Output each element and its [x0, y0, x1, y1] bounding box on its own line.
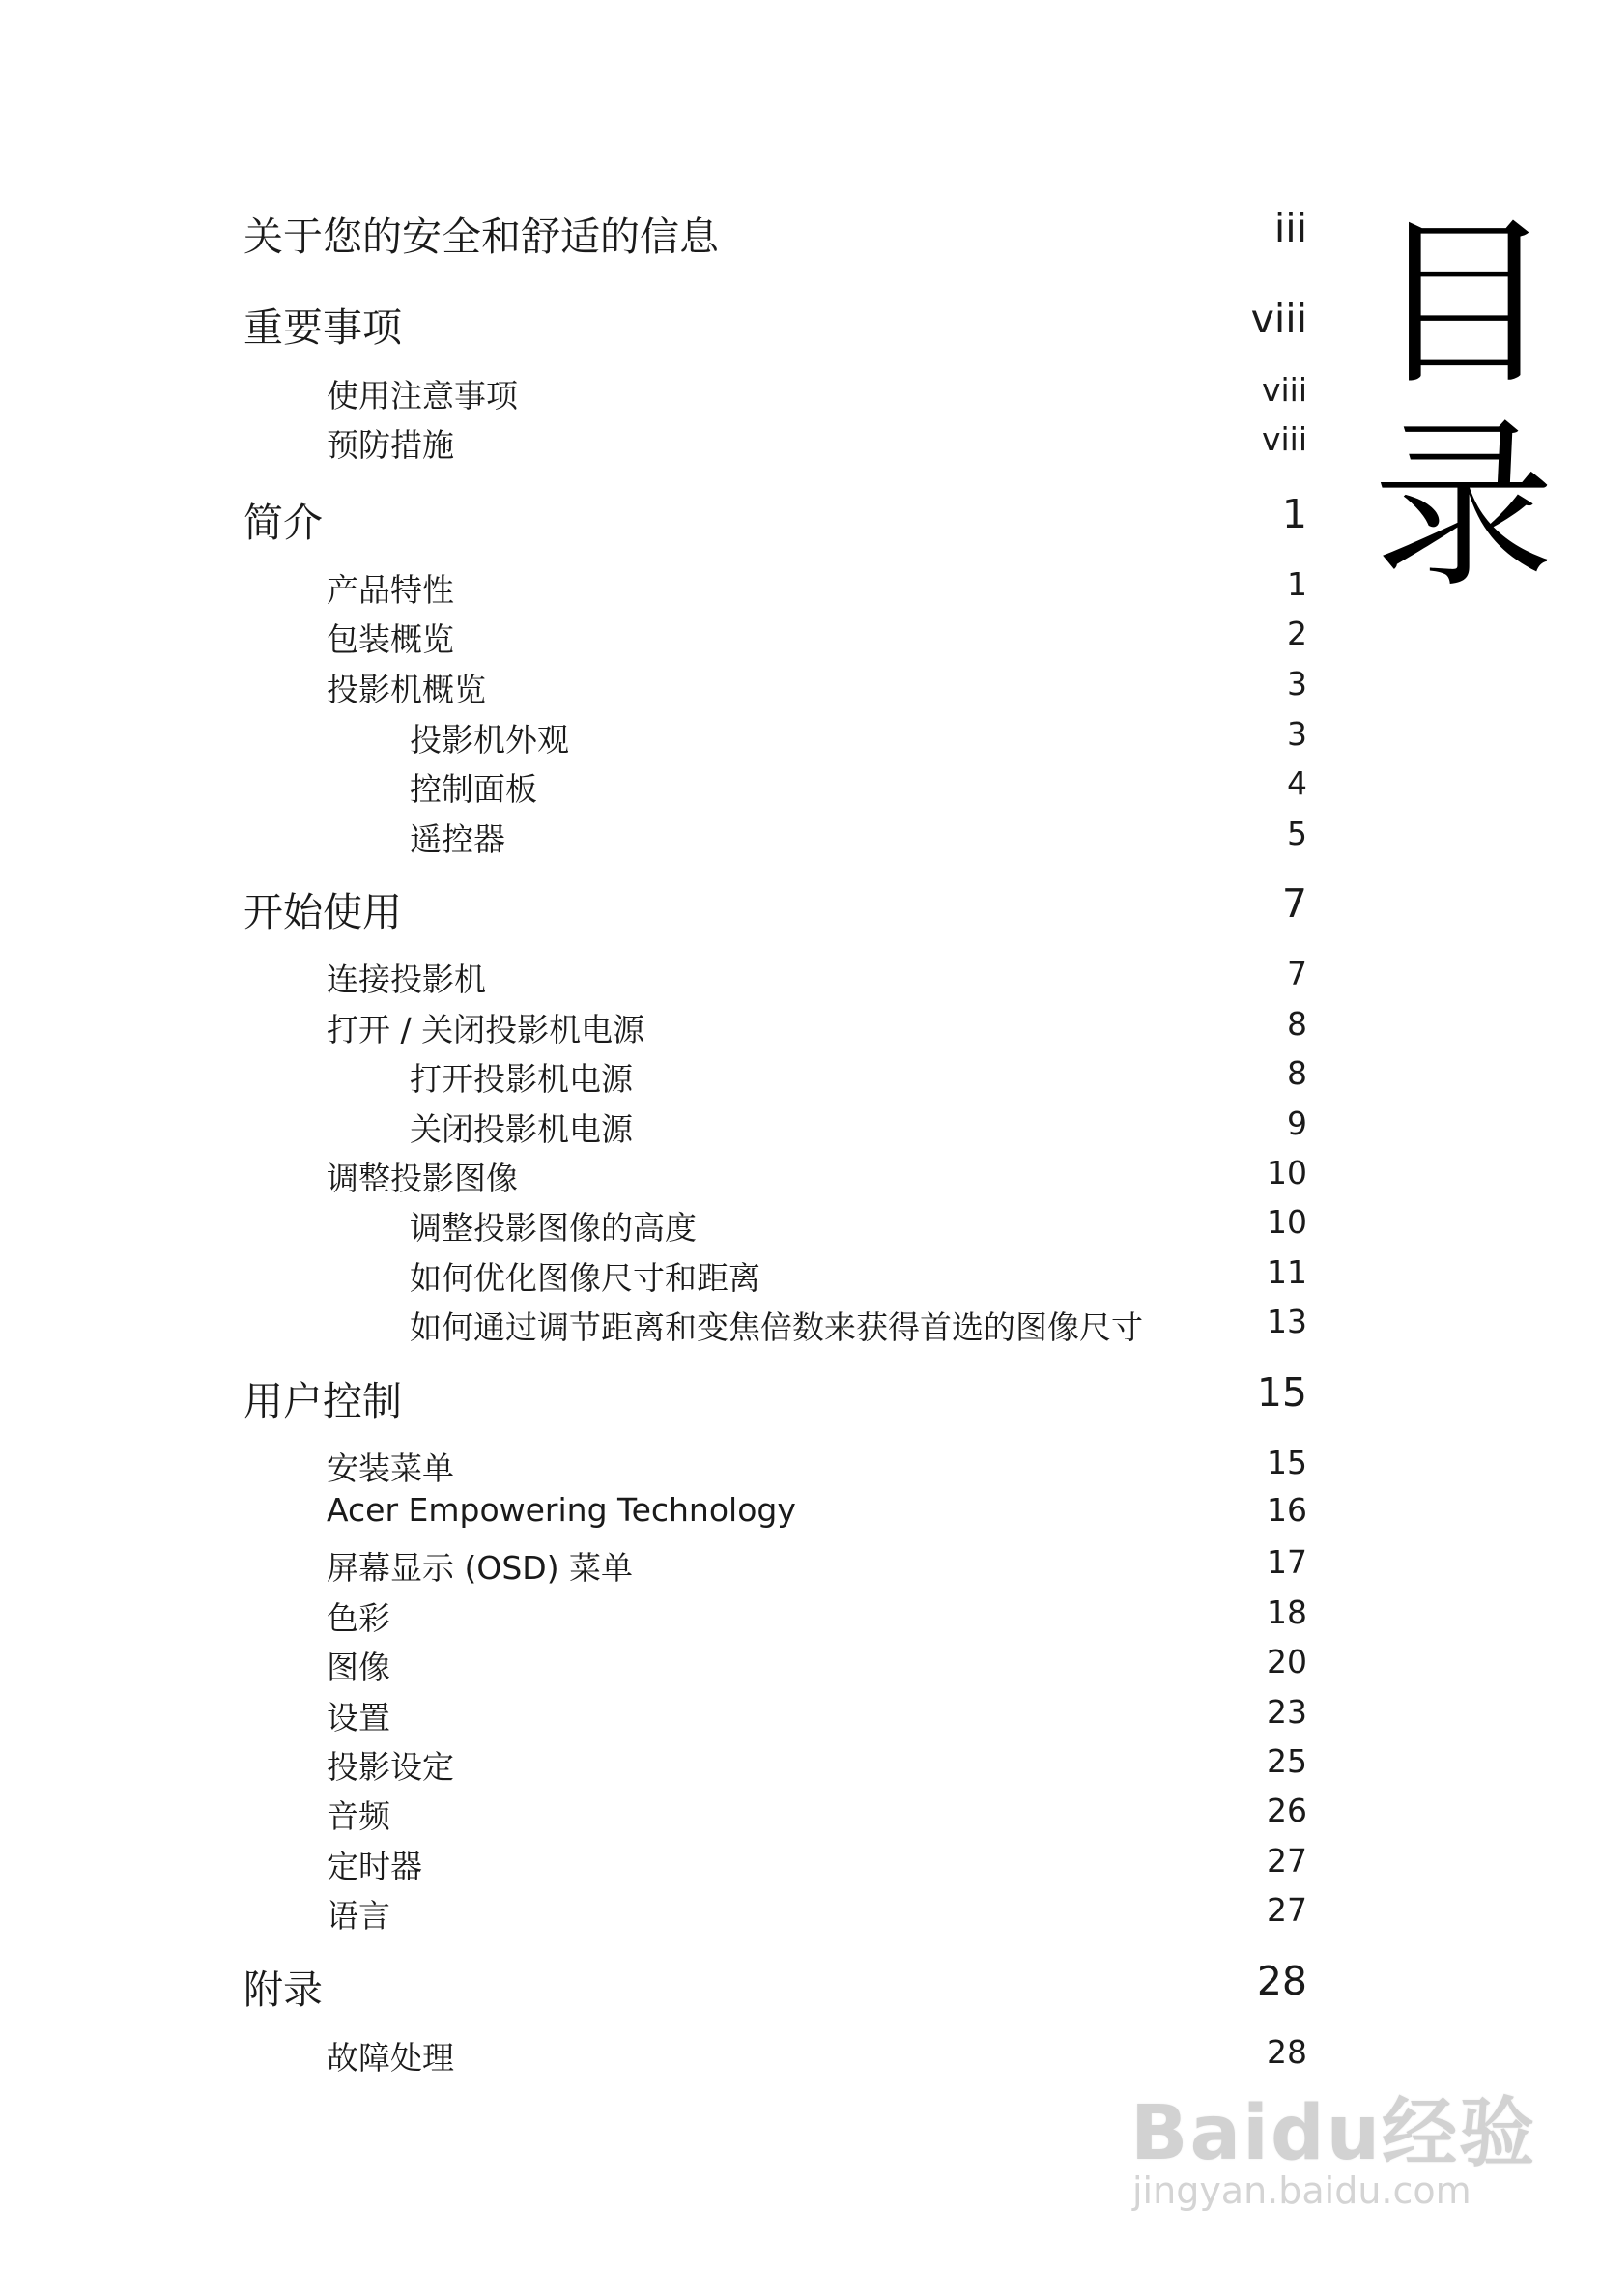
toc-entry-title: 色彩	[327, 1599, 390, 1637]
toc-entry-title: 遥控器	[410, 820, 505, 858]
toc-entry-title: 打开投影机电源	[410, 1060, 633, 1098]
toc-entry-page: 1	[1287, 565, 1307, 603]
toc-entry-title: 屏幕显示 (OSD) 菜单	[327, 1549, 634, 1587]
toc-entry-page: 16	[1267, 1491, 1307, 1529]
toc-entry-page: 23	[1267, 1693, 1307, 1731]
toc-entry-page: 18	[1267, 1593, 1307, 1631]
toc-entry-title: 使用注意事项	[327, 377, 518, 415]
toc-entry-page: 11	[1267, 1253, 1307, 1291]
toc-entry-page: 28	[1267, 2033, 1307, 2071]
toc-entry-title: 投影机外观	[410, 721, 569, 759]
toc-entry-title: 如何优化图像尺寸和距离	[410, 1259, 760, 1297]
toc-entry-page: 9	[1287, 1105, 1307, 1142]
toc-entry-title: 投影机概览	[327, 671, 486, 708]
side-title-char-1: 目	[1373, 198, 1555, 410]
toc-entry-page: iii	[1273, 205, 1307, 251]
toc-entry-page: 2	[1287, 615, 1307, 652]
toc-entry-page: 1	[1281, 491, 1307, 537]
toc-entry-page: 27	[1267, 1842, 1307, 1880]
toc-entry-page: viii	[1250, 296, 1307, 342]
toc-entry-page: 15	[1267, 1444, 1307, 1481]
toc-entry-title: 预防措施	[327, 426, 454, 464]
toc-entry-title: 安装菜单	[327, 1449, 454, 1487]
toc-entry-title: 产品特性	[327, 571, 454, 609]
toc-entry-page: 3	[1287, 715, 1307, 753]
toc-entry-title: 图像	[327, 1649, 390, 1686]
toc-entry-page: viii	[1261, 420, 1307, 458]
toc-entry-title: 附录	[243, 1966, 323, 2013]
toc-entry-title: 打开 / 关闭投影机电源	[327, 1011, 645, 1048]
side-title-char-2: 录	[1373, 401, 1555, 613]
toc-entry-page: 10	[1267, 1154, 1307, 1191]
toc-entry-page: 4	[1287, 764, 1307, 802]
toc-entry-title: 设置	[327, 1699, 390, 1736]
toc-entry-page: 5	[1287, 815, 1307, 852]
toc-entry-title: 语言	[327, 1897, 390, 1935]
toc-entry-page: 15	[1256, 1369, 1307, 1416]
toc-entry-page: 7	[1287, 955, 1307, 992]
toc-entry-title: 定时器	[327, 1848, 422, 1885]
toc-entry-page: 20	[1267, 1643, 1307, 1680]
toc-entry-title: 调整投影图像	[327, 1160, 518, 1197]
toc-entry-title: 简介	[243, 500, 323, 546]
toc-entry-title: 用户控制	[243, 1378, 402, 1424]
toc-entry-title: 调整投影图像的高度	[410, 1209, 697, 1247]
toc-entry-title: 开始使用	[243, 889, 402, 935]
toc-entry-page: 8	[1287, 1054, 1307, 1092]
toc-entry-page: 7	[1281, 880, 1307, 927]
toc-entry-title: Acer Empowering Technology	[327, 1491, 796, 1529]
toc-entry-page: 8	[1287, 1005, 1307, 1043]
toc-entry-page: 3	[1287, 665, 1307, 703]
toc-entry-title: 重要事项	[243, 304, 402, 351]
toc-entry-page: 26	[1267, 1792, 1307, 1829]
toc-entry-page: 10	[1267, 1203, 1307, 1241]
toc-entry-title: 如何通过调节距离和变焦倍数来获得首选的图像尺寸	[410, 1308, 1143, 1346]
toc-entry-page: viii	[1261, 371, 1307, 409]
toc-entry-title: 控制面板	[410, 770, 537, 808]
toc-entry-title: 故障处理	[327, 2039, 454, 2077]
watermark-logo: Baidu经验	[1130, 2090, 1537, 2177]
toc-entry-page: 25	[1267, 1742, 1307, 1780]
side-title	[1372, 198, 1556, 613]
toc-entry-title: 音频	[327, 1797, 390, 1835]
toc-entry-page: 13	[1267, 1303, 1307, 1340]
toc-entry-page: 27	[1267, 1891, 1307, 1929]
toc-entry-page: 17	[1267, 1543, 1307, 1581]
toc-entry-title: 包装概览	[327, 620, 454, 658]
toc-entry-page: 28	[1256, 1958, 1307, 2004]
toc-entry-title: 关闭投影机电源	[410, 1110, 633, 1148]
toc-entry-title: 连接投影机	[327, 961, 486, 998]
watermark-url: jingyan.baidu.com	[1132, 2169, 1471, 2212]
baidu-watermark	[1121, 2073, 1537, 2227]
toc-entry-title: 投影设定	[327, 1748, 454, 1786]
toc-entry-title: 关于您的安全和舒适的信息	[243, 214, 719, 260]
